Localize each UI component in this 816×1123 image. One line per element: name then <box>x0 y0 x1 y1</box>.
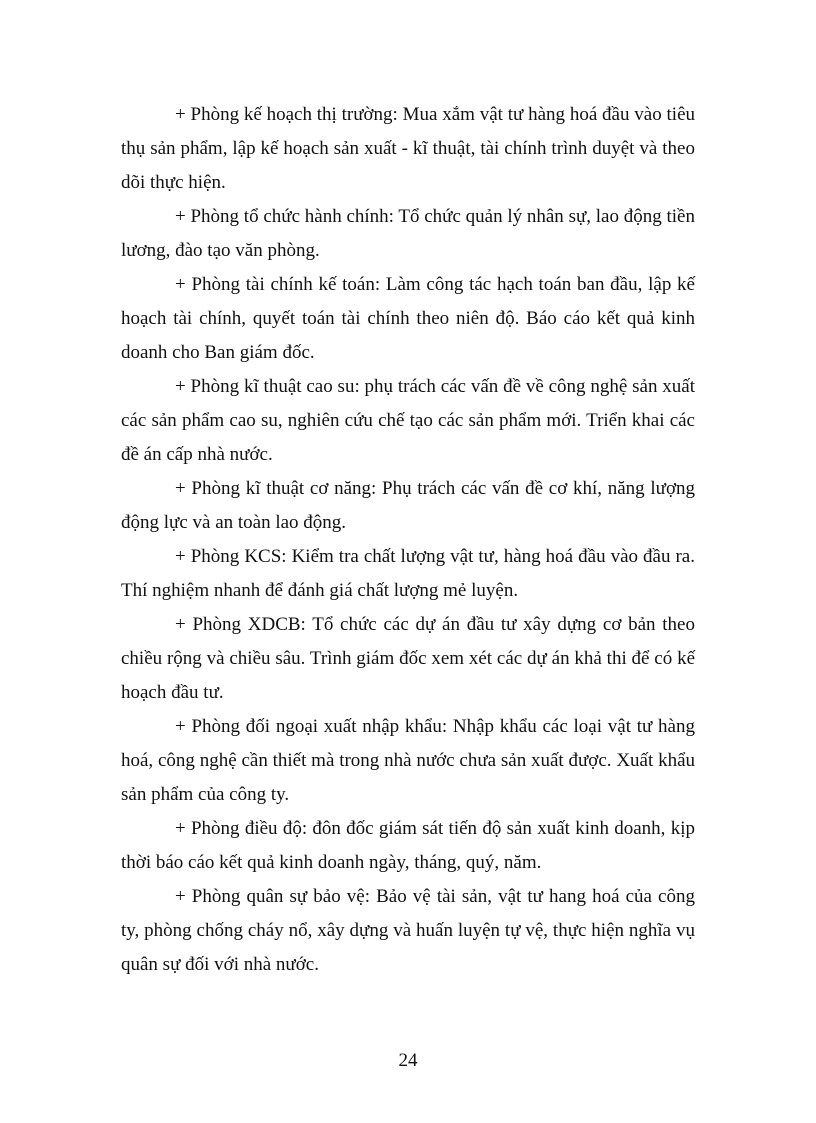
paragraph-kcs: + Phòng KCS: Kiểm tra chất lượng vật tư, hàng hoá đầu vào đầu ra. Thí nghiệm nhanh để đánh giá chất lượng mẻ luyện. <box>121 546 695 601</box>
page-number: 24 <box>398 1050 418 1071</box>
paragraph-doi-ngoai-xuat-nhap-khau: + Phòng đối ngoại xuất nhập khẩu: Nhập khẩu các loại vật tư hàng hoá, công nghệ cần thiết mà trong nhà nước chưa sản xuất được. Xuất khẩu sản phẩm của công ty. <box>121 716 695 805</box>
document-body <box>121 98 695 982</box>
paragraph-ki-thuat-co-nang: + Phòng kĩ thuật cơ năng: Phụ trách các vấn đề cơ khí, năng lượng động lực và an toàn lao động. <box>121 478 695 533</box>
paragraph-ke-hoach-thi-truong: + Phòng kế hoạch thị trường: Mua xắm vật tư hàng hoá đầu vào tiêu thụ sản phẩm, lập kế hoạch sản xuất - kĩ thuật, tài chính trình duyệt và theo dõi thực hiện. <box>121 104 695 193</box>
paragraph-dieu-do: + Phòng điều độ: đôn đốc giám sát tiến độ sản xuất kinh doanh, kịp thời báo cáo kết quả kinh doanh ngày, tháng, quý, năm. <box>121 818 695 873</box>
paragraph-xdcb: + Phòng XDCB: Tổ chức các dự án đầu tư xây dựng cơ bản theo chiều rộng và chiều sâu. Trình giám đốc xem xét các dự án khả thi để có kế hoạch đầu tư. <box>121 614 695 703</box>
paragraph-quan-su-bao-ve: + Phòng quân sự bảo vệ: Bảo vệ tài sản, vật tư hang hoá của công ty, phòng chống cháy nổ, xây dựng và huấn luyện tự vệ, thực hiện nghĩa vụ quân sự đối với nhà nước. <box>121 886 695 975</box>
paragraph-to-chuc-hanh-chinh: + Phòng tổ chức hành chính: Tổ chức quản lý nhân sự, lao động tiền lương, đào tạo văn phòng. <box>121 206 695 261</box>
paragraph-ki-thuat-cao-su: + Phòng kĩ thuật cao su: phụ trách các vấn đề về công nghệ sản xuất các sản phẩm cao su, nghiên cứu chế tạo các sản phẩm mới. Triển khai các đề án cấp nhà nước. <box>121 376 695 465</box>
paragraph-tai-chinh-ke-toan: + Phòng tài chính kế toán: Làm công tác hạch toán ban đầu, lập kế hoạch tài chính, quyết toán tài chính theo niên độ. Báo cáo kết quả kinh doanh cho Ban giám đốc. <box>121 274 695 363</box>
